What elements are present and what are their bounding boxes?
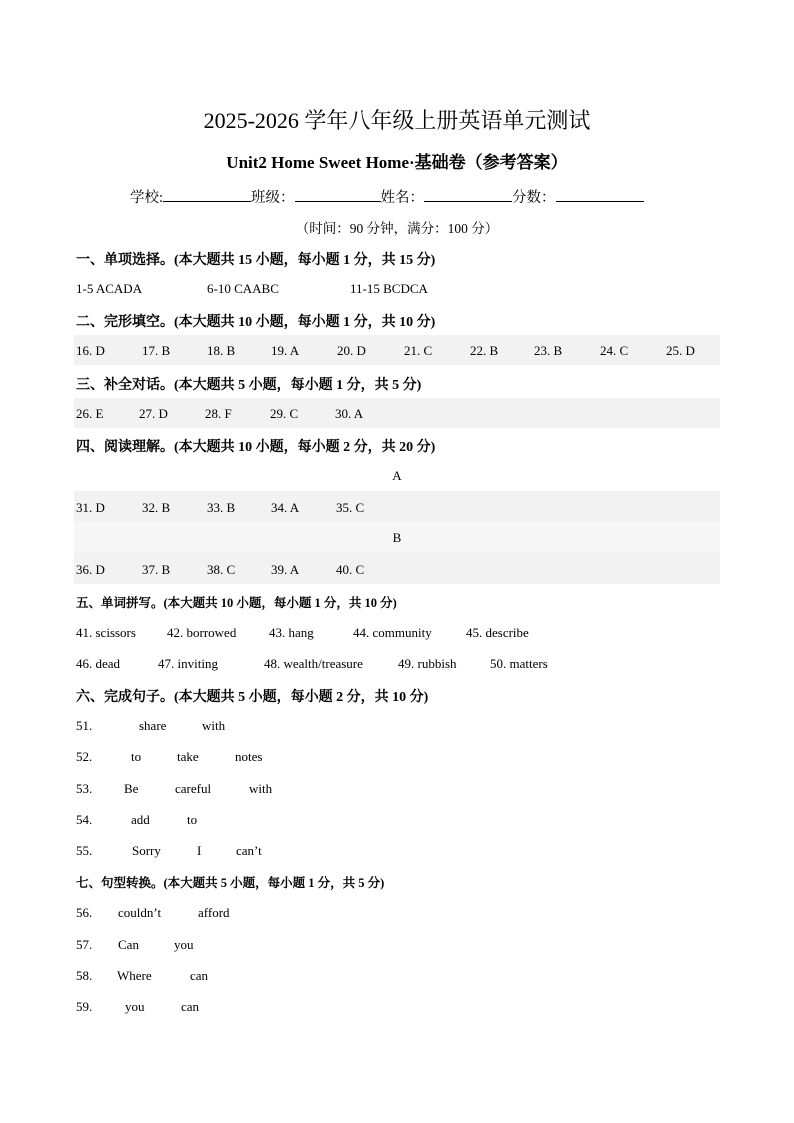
answer-item: 29. C [270, 406, 299, 421]
student-info-line [130, 186, 644, 207]
class-blank [295, 187, 381, 202]
answer-item: 11-15 BCDCA [350, 281, 428, 296]
answer-word: couldn’t [118, 905, 162, 920]
answer-word: Sorry [132, 843, 161, 858]
answer-word: can’t [236, 843, 262, 858]
passage-b-answer-band [74, 553, 720, 584]
answer-word: take [177, 749, 199, 764]
page-title: 2025-2026 学年八年级上册英语单元测试 [203, 108, 591, 133]
answer-word: share [139, 718, 167, 733]
section-3-heading: 三、补全对话。(本大题共 5 小题，每小题 1 分，共 5 分) [76, 378, 422, 393]
answer-item: 32. B [142, 500, 171, 515]
answer-item: 18. B [207, 343, 236, 358]
answer-word: with [202, 718, 226, 733]
answer-item: 49. rubbish [398, 656, 457, 671]
answer-item: 30. A [335, 406, 364, 421]
answer-item: 50. matters [490, 656, 548, 671]
passage-b-label-band [74, 522, 720, 553]
section-4-heading: 四、阅读理解。(本大题共 10 小题，每小题 2 分，共 20 分) [76, 440, 436, 455]
answer-item: 23. B [534, 343, 563, 358]
passage-b-label: B [392, 530, 402, 545]
answer-word: to [131, 749, 142, 764]
answer-item: 19. A [271, 343, 300, 358]
item-number: 55. [76, 843, 93, 858]
answer-word: you [125, 999, 145, 1014]
item-number: 59. [76, 999, 93, 1014]
answer-item: 46. dead [76, 656, 121, 671]
answer-item: 27. D [139, 406, 168, 421]
answer-item: 42. borrowed [167, 625, 237, 640]
answer-word: you [174, 937, 194, 952]
score-blank [556, 187, 644, 202]
answer-item: 20. D [337, 343, 366, 358]
answer-word: I [197, 843, 202, 858]
section-2-heading: 二、完形填空。(本大题共 10 小题，每小题 1 分，共 10 分) [76, 315, 436, 330]
answer-item: 21. C [404, 343, 433, 358]
answer-word: to [187, 812, 198, 827]
answer-word: can [181, 999, 200, 1014]
school-label: 学校: [130, 190, 164, 206]
page-subtitle: Unit2 Home Sweet Home·基础卷（参考答案） [226, 153, 568, 172]
answer-item: 35. C [336, 500, 365, 515]
answer-item: 39. A [271, 562, 300, 577]
item-number: 56. [76, 905, 93, 920]
answer-word: afford [198, 905, 230, 920]
answer-item: 28. F [205, 406, 232, 421]
answer-item: 43. hang [269, 625, 314, 640]
item-number: 58. [76, 968, 93, 983]
section-3-answer-band [74, 398, 720, 428]
score-label: 分数： [512, 190, 556, 206]
answer-item: 47. inviting [158, 656, 218, 671]
answer-word: Be [124, 781, 139, 796]
answer-word: careful [175, 781, 212, 796]
answer-item: 45. describe [466, 625, 529, 640]
answer-word: with [249, 781, 273, 796]
section-6-heading: 六、完成句子。(本大题共 5 小题，每小题 2 分，共 10 分) [76, 690, 429, 705]
answer-item: 48. wealth/treasure [264, 656, 363, 671]
answer-item: 40. C [336, 562, 365, 577]
passage-a-answer-band [74, 491, 720, 522]
answer-item: 34. A [271, 500, 300, 515]
answer-item: 24. C [600, 343, 629, 358]
name-blank [424, 187, 512, 202]
item-number: 51. [76, 718, 93, 733]
school-blank [163, 187, 251, 202]
answer-item: 44. community [353, 625, 432, 640]
section-1-heading: 一、单项选择。(本大题共 15 小题，每小题 1 分，共 15 分) [76, 253, 436, 268]
answer-word: Can [118, 937, 139, 952]
answer-item: 41. scissors [76, 625, 136, 640]
class-label: 班级： [251, 190, 295, 206]
answer-word: Where [117, 968, 152, 983]
answer-item: 37. B [142, 562, 171, 577]
section-2-answer-band [74, 335, 720, 365]
answer-item: 25. D [666, 343, 695, 358]
answer-item: 31. D [76, 500, 105, 515]
answer-word: notes [235, 749, 263, 764]
answer-item: 17. B [142, 343, 171, 358]
answer-word: can [190, 968, 209, 983]
answer-item: 26. E [76, 406, 104, 421]
answer-item: 38. C [207, 562, 236, 577]
answer-item: 16. D [76, 343, 105, 358]
answer-item: 36. D [76, 562, 105, 577]
answer-item: 33. B [207, 500, 236, 515]
section-7-heading: 七、句型转换。(本大题共 5 小题，每小题 1 分，共 5 分) [76, 876, 385, 890]
item-number: 52. [76, 749, 93, 764]
item-number: 57. [76, 937, 93, 952]
item-number: 54. [76, 812, 93, 827]
item-number: 53. [76, 781, 93, 796]
answer-word: add [131, 812, 150, 827]
answer-item: 1-5 ACADA [76, 281, 143, 296]
answer-item: 6-10 CAABC [207, 281, 279, 296]
passage-a-label: A [392, 468, 402, 483]
time-note: （时间：90 分钟，满分：100 分） [295, 221, 499, 236]
name-label: 姓名： [380, 190, 425, 206]
answer-item: 22. B [470, 343, 499, 358]
section-5-heading: 五、单词拼写。(本大题共 10 小题，每小题 1 分，共 10 分) [76, 596, 397, 610]
